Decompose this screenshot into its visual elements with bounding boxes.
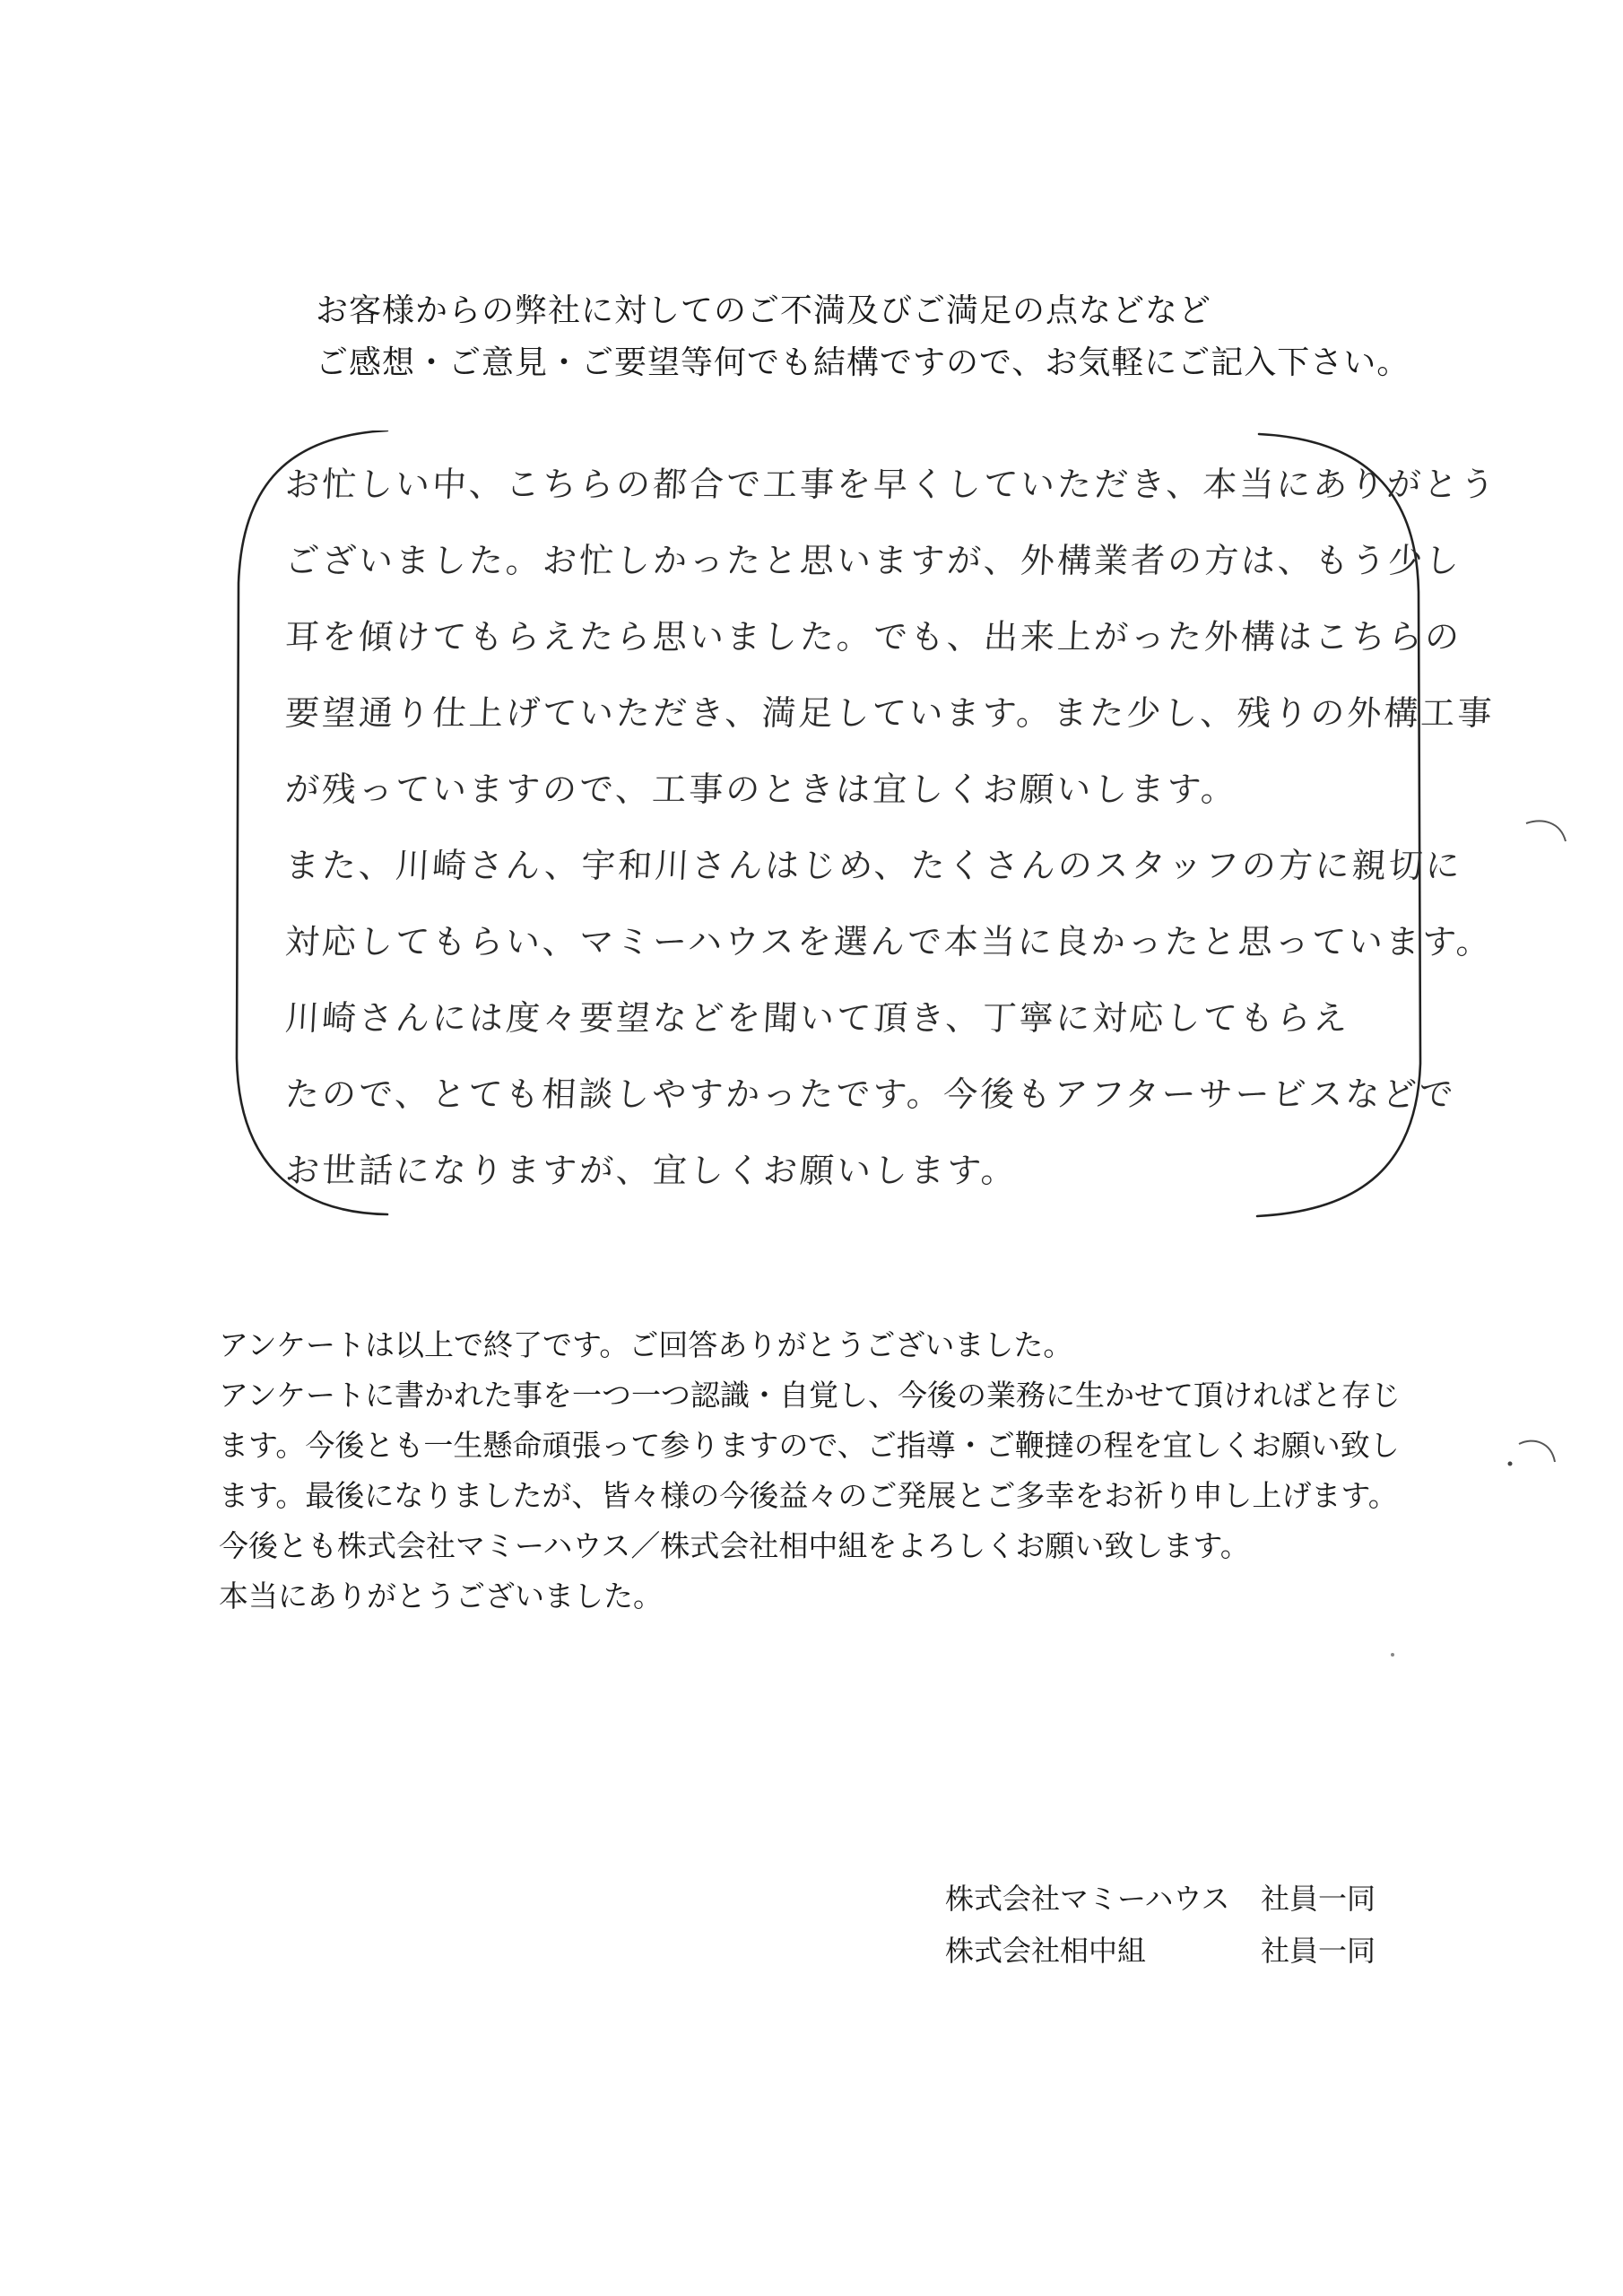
handwritten-line: 対応してもらい、マミーハウスを選んで本当に良かったと思っています。 [283, 922, 1495, 961]
handwritten-line: が残っていますので、工事のときは宜しくお願いします。 [283, 770, 1239, 809]
handwritten-line: お世話になりますが、宜しくお願いします。 [283, 1151, 1020, 1190]
handwritten-line: 川崎さんには度々要望などを聞いて頂き、丁寧に対応してもらえ [283, 998, 1351, 1038]
closing-line: 本当にありがとうございました。 [219, 1578, 663, 1613]
signature-staff: 社員一同 [1261, 1934, 1376, 1968]
handwritten-line: たので、とても相談しやすかったです。今後もアフターサービスなどで [283, 1074, 1457, 1114]
signature-company: 株式会社マミーハウス [945, 1882, 1230, 1916]
prompt-line: ご感想・ご意見・ご要望等何でも結構ですので、お気軽にご記入下さい。 [316, 344, 1410, 381]
handwritten-line: また、川崎さん、宇和川さんはじめ、たくさんのスタッフの方に親切に [283, 846, 1463, 885]
closing-line: 今後とも株式会社マミーハウス／株式会社相中組をよろしくお願い致します。 [219, 1528, 1250, 1563]
handwritten-line: 耳を傾けてもらえたら思いました。でも、出来上がった外構はこちらの [283, 617, 1463, 657]
scan-mark [1524, 816, 1569, 852]
scan-mark [1388, 1650, 1397, 1659]
closing-line: ます。今後とも一生懸命頑張って参りますので、ご指導・ご鞭撻の程を宜しくお願い致し [219, 1428, 1400, 1463]
handwritten-response [283, 447, 1498, 1209]
handwritten-line: お忙しい中、こちらの都合で工事を早くしていただき、本当にありがとう [283, 465, 1498, 504]
closing-line: ます。最後になりましたが、皆々様の今後益々のご発展とご多幸をお祈り申し上げます。 [219, 1478, 1398, 1513]
closing-line: アンケートに書かれた事を一つ一つ認識・自覚し、今後の業務に生かせて頂ければと存じ [219, 1378, 1402, 1413]
signature-row [945, 1925, 1447, 1977]
handwritten-line: 要望通り仕上げていただき、満足しています。また少し、残りの外構工事 [283, 693, 1496, 733]
prompt-line: お客様からの弊社に対してのご不満及びご満足の点などなど [316, 292, 1212, 329]
signature-row [945, 1873, 1447, 1925]
scan-mark [1506, 1435, 1560, 1471]
survey-prompt [316, 285, 1481, 389]
signature-block [945, 1873, 1447, 1977]
handwritten-line: ございました。お忙しかったと思いますが、外構業者の方は、もう少し [283, 541, 1463, 580]
signature-company: 株式会社相中組 [945, 1934, 1147, 1968]
signature-staff: 社員一同 [1261, 1882, 1376, 1916]
closing-line: アンケートは以上で終了です。ご回答ありがとうございました。 [219, 1327, 1073, 1362]
closing-message [219, 1320, 1420, 1622]
